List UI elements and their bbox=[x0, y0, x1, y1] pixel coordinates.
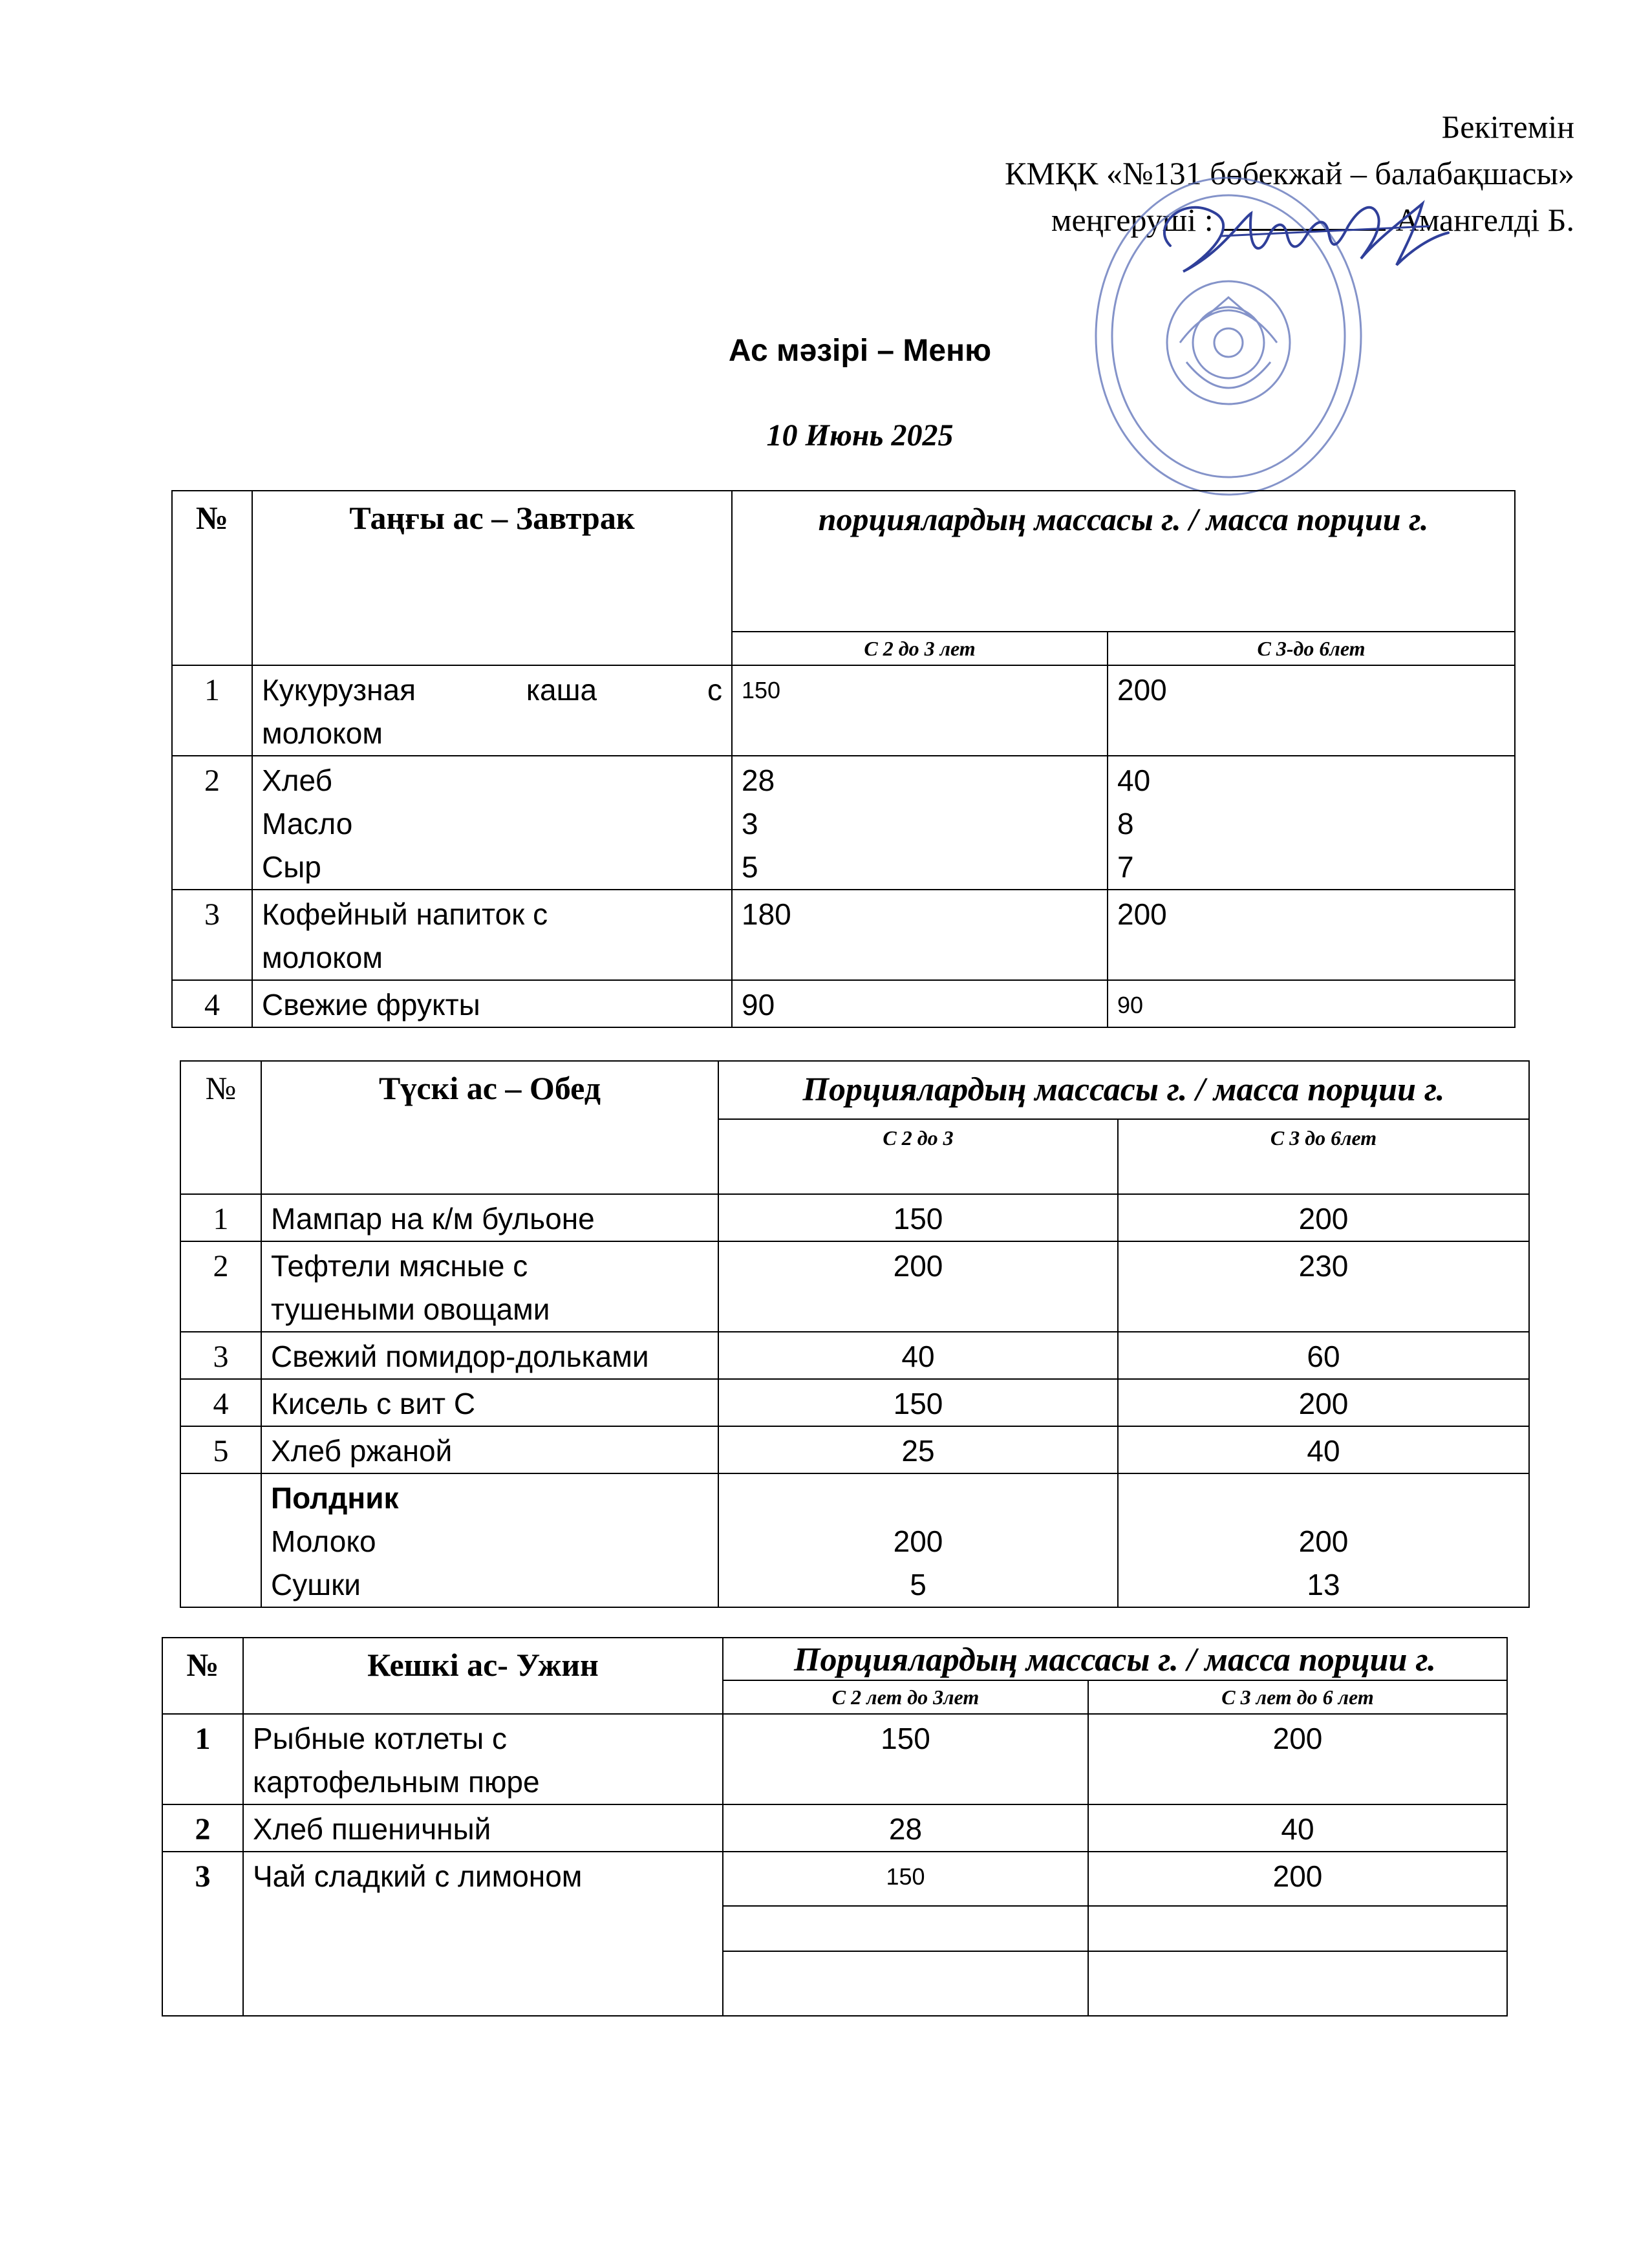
portion-3-6: 200 bbox=[1118, 1194, 1529, 1241]
document-title: Ас мәзірі – Меню bbox=[728, 334, 992, 368]
table-row bbox=[162, 1852, 1507, 1906]
dish-name-line: Тефтели мясные с bbox=[271, 1249, 528, 1283]
dish-word: каша bbox=[526, 673, 597, 707]
portion-3-6: 200 bbox=[1108, 890, 1515, 980]
dish-name bbox=[243, 1714, 723, 1804]
portion-2-3: 180 bbox=[732, 890, 1108, 980]
breakfast-mass-header: порциялардың массасы г. / масса порции г. bbox=[732, 491, 1515, 632]
dish-name bbox=[252, 665, 732, 756]
empty-cell bbox=[723, 1906, 1088, 1951]
table-row bbox=[172, 890, 1515, 980]
portion-value-empty bbox=[1128, 1477, 1519, 1520]
table-row bbox=[180, 1332, 1529, 1379]
table-row bbox=[172, 665, 1515, 756]
dinner-mass-header: Порциялардың массасы г. / масса порции г. bbox=[723, 1638, 1507, 1680]
dish-name: Свежие фрукты bbox=[252, 980, 732, 1027]
portion-2-3: 150 bbox=[718, 1194, 1118, 1241]
row-number: 3 bbox=[162, 1852, 243, 2016]
portion-3-6: 90 bbox=[1108, 980, 1515, 1027]
dish-name-line: Кофейный напиток с bbox=[262, 897, 548, 931]
document-date: 10 Июнь 2025 bbox=[766, 418, 954, 453]
lunch-mass-header: Порциялардың массасы г. / масса порции г. bbox=[718, 1061, 1529, 1119]
portion-value: 200 bbox=[893, 1524, 943, 1558]
portion-value: 200 bbox=[1298, 1524, 1349, 1558]
dish-name-line: тушеными овощами bbox=[271, 1292, 550, 1326]
dish-word: с bbox=[707, 673, 722, 707]
dish-name-line: Рыбные котлеты с bbox=[253, 1722, 507, 1755]
dish-name-line: Хлеб bbox=[262, 764, 332, 797]
dish-name: Кисель с вит С bbox=[261, 1379, 718, 1426]
dinner-age-3-6: С 3 лет до 6 лет bbox=[1088, 1680, 1507, 1714]
row-number: 4 bbox=[172, 980, 252, 1027]
portion-value: 13 bbox=[1307, 1568, 1340, 1601]
lunch-age-3-6: С 3 до 6лет bbox=[1118, 1119, 1529, 1194]
portion-2-3: 28 bbox=[723, 1804, 1088, 1852]
portion-2-3: 150 bbox=[723, 1852, 1088, 1906]
row-number: 2 bbox=[162, 1804, 243, 1852]
dish-name: Чай сладкий с лимоном bbox=[243, 1852, 723, 2016]
table-row bbox=[180, 1241, 1529, 1332]
approval-role: меңгеруші : bbox=[1051, 202, 1214, 238]
portion-3-6: 230 bbox=[1118, 1241, 1529, 1332]
row-number: 4 bbox=[180, 1379, 261, 1426]
table-row bbox=[162, 1714, 1507, 1804]
portion-3-6: 200 bbox=[1108, 665, 1515, 756]
row-number: 2 bbox=[172, 756, 252, 890]
portion-2-3: 200 bbox=[718, 1241, 1118, 1332]
portion-2-3: 40 bbox=[718, 1332, 1118, 1379]
dish-name: Хлеб пшеничный bbox=[243, 1804, 723, 1852]
snack-title: Полдник bbox=[271, 1481, 399, 1515]
row-number bbox=[180, 1473, 261, 1607]
portion-2-3: 150 bbox=[718, 1379, 1118, 1426]
breakfast-table bbox=[171, 490, 1516, 1028]
portion-value: 40 bbox=[1117, 764, 1151, 797]
row-number: 5 bbox=[180, 1426, 261, 1473]
dish-name-line: картофельным пюре bbox=[253, 1765, 540, 1799]
dish-name-line: Сыр bbox=[262, 850, 321, 884]
table-row bbox=[180, 1426, 1529, 1473]
dish-name: Хлеб ржаной bbox=[261, 1426, 718, 1473]
snack-items bbox=[261, 1473, 718, 1607]
portion-3-6: 60 bbox=[1118, 1332, 1529, 1379]
table-row bbox=[172, 756, 1515, 890]
table-row bbox=[172, 980, 1515, 1027]
approval-title: Бекітемін bbox=[1441, 109, 1574, 145]
table-row bbox=[180, 1379, 1529, 1426]
portion-2-3: 150 bbox=[732, 665, 1108, 756]
dinner-age-2-3: С 2 лет до 3лет bbox=[723, 1680, 1088, 1714]
empty-cell bbox=[723, 1951, 1088, 2016]
dish-name bbox=[252, 756, 732, 890]
dinner-table bbox=[162, 1637, 1508, 2017]
portion-2-3 bbox=[732, 756, 1108, 890]
row-number: 1 bbox=[172, 665, 252, 756]
lunch-title: Түскі ас – Обед bbox=[261, 1061, 718, 1194]
row-number: 2 bbox=[180, 1241, 261, 1332]
dinner-title: Кешкі ас- Ужин bbox=[243, 1638, 723, 1714]
dinner-num-header: № bbox=[162, 1638, 243, 1714]
dish-name: Мампар на к/м бульоне bbox=[261, 1194, 718, 1241]
table-row bbox=[180, 1194, 1529, 1241]
portion-value: 3 bbox=[742, 807, 758, 840]
snack-item: Сушки bbox=[271, 1568, 361, 1601]
portion-value: 28 bbox=[742, 764, 775, 797]
approval-name: Амангелді Б. bbox=[1395, 202, 1574, 238]
dish-name bbox=[252, 890, 732, 980]
empty-cell bbox=[1088, 1906, 1507, 1951]
table-row bbox=[162, 1804, 1507, 1852]
dish-name-line: молоком bbox=[262, 716, 383, 750]
approval-organization: КМҚК «№131 бөбекжай – балабақшасы» bbox=[1004, 155, 1574, 191]
portion-2-3: 90 bbox=[732, 980, 1108, 1027]
portion-3-6 bbox=[1108, 756, 1515, 890]
dish-name: Свежий помидор-дольками bbox=[261, 1332, 718, 1379]
row-number: 1 bbox=[180, 1194, 261, 1241]
portion-value: 5 bbox=[910, 1568, 927, 1601]
row-number: 1 bbox=[162, 1714, 243, 1804]
row-number: 3 bbox=[172, 890, 252, 980]
dish-name-line bbox=[262, 669, 722, 712]
portion-3-6 bbox=[1118, 1473, 1529, 1607]
portion-3-6: 200 bbox=[1088, 1714, 1507, 1804]
portion-3-6: 200 bbox=[1088, 1852, 1507, 1906]
portion-2-3: 150 bbox=[723, 1714, 1088, 1804]
lunch-age-2-3: С 2 до 3 bbox=[718, 1119, 1118, 1194]
lunch-table bbox=[180, 1060, 1530, 1608]
lunch-num-header: № bbox=[180, 1061, 261, 1194]
snack-row bbox=[180, 1473, 1529, 1607]
snack-item: Молоко bbox=[271, 1524, 376, 1558]
dish-name-line: молоком bbox=[262, 941, 383, 974]
dish-name bbox=[261, 1241, 718, 1332]
portion-value: 5 bbox=[742, 850, 758, 884]
dish-name-line: Масло bbox=[262, 807, 353, 840]
row-number: 3 bbox=[180, 1332, 261, 1379]
portion-value: 7 bbox=[1117, 850, 1134, 884]
portion-3-6: 200 bbox=[1118, 1379, 1529, 1426]
portion-2-3 bbox=[718, 1473, 1118, 1607]
portion-value: 8 bbox=[1117, 807, 1134, 840]
portion-value-empty bbox=[728, 1477, 1108, 1520]
empty-cell bbox=[1088, 1951, 1507, 2016]
signature-icon bbox=[1144, 175, 1455, 304]
breakfast-title: Таңғы ас – Завтрак bbox=[252, 491, 732, 665]
breakfast-age-3-6: С 3-до 6лет bbox=[1108, 632, 1515, 665]
dish-word: Кукурузная bbox=[262, 673, 416, 707]
breakfast-age-2-3: С 2 до 3 лет bbox=[732, 632, 1108, 665]
portion-2-3: 25 bbox=[718, 1426, 1118, 1473]
portion-3-6: 40 bbox=[1118, 1426, 1529, 1473]
breakfast-num-header: № bbox=[172, 491, 252, 665]
portion-3-6: 40 bbox=[1088, 1804, 1507, 1852]
